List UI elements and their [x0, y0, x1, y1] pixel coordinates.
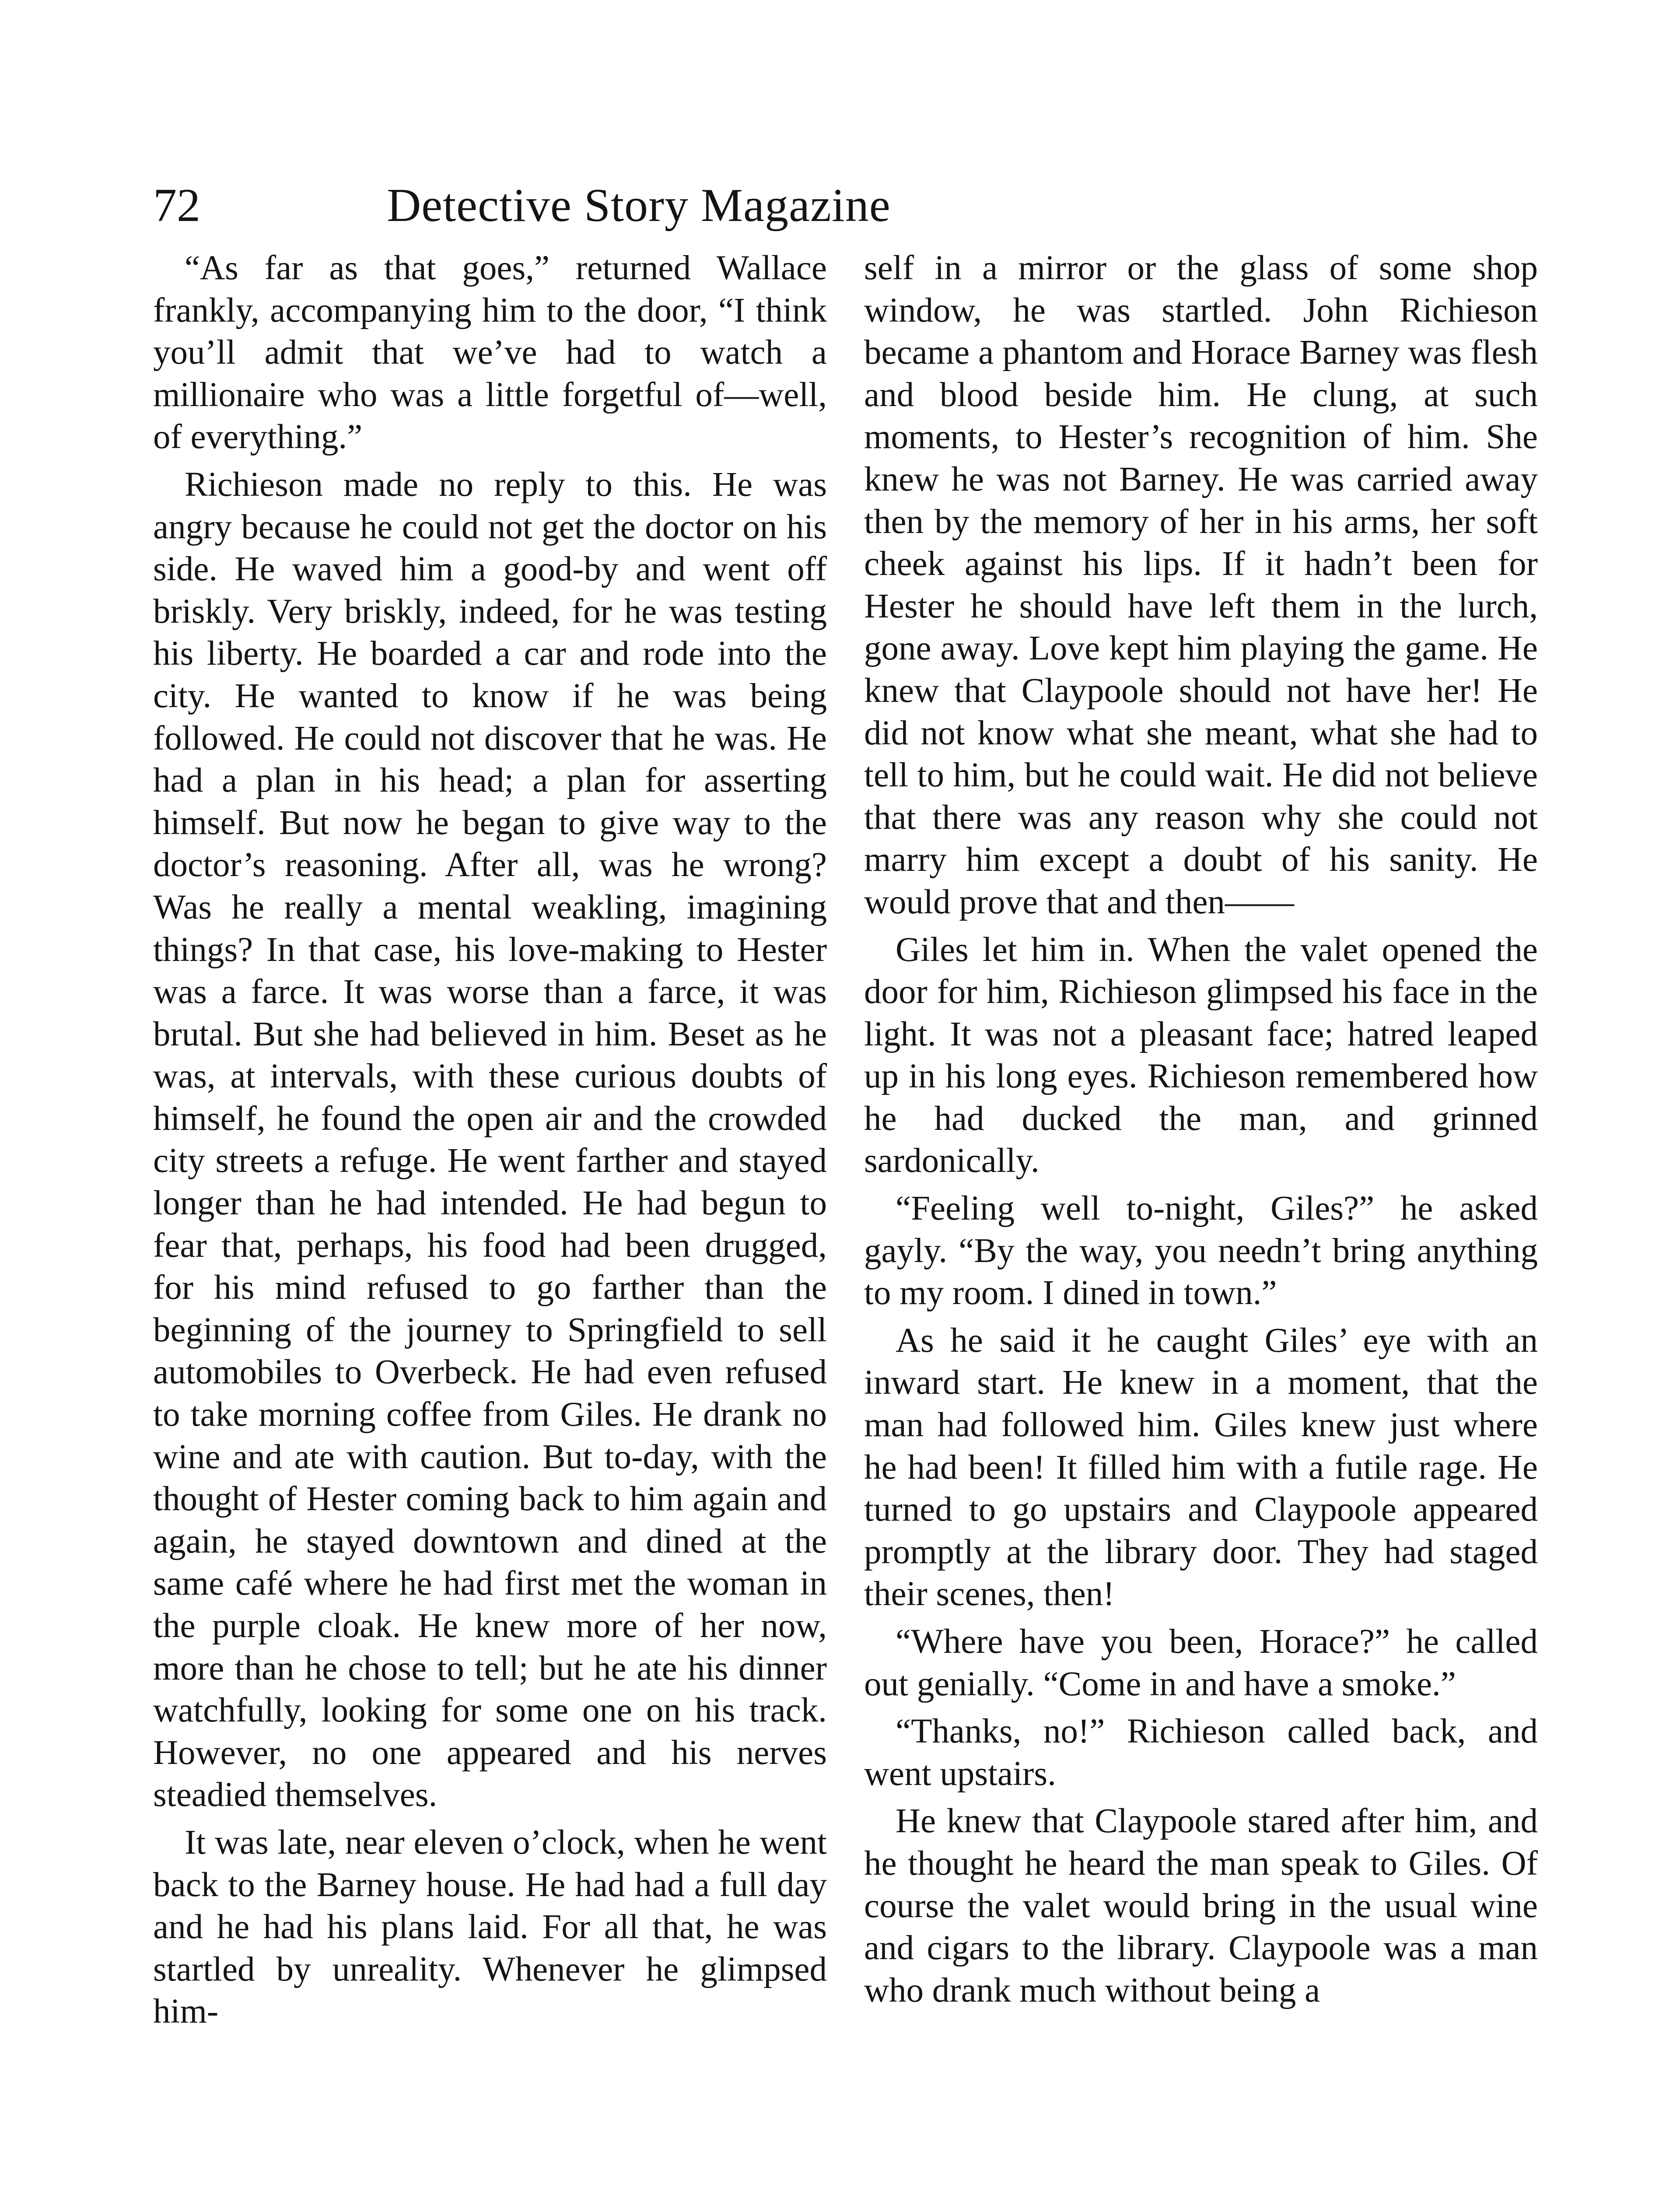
page-header — [153, 173, 1124, 238]
paragraph: Giles let him in. When the valet opened the door for him, Richieson glimpsed his face in the light. It was not a pleasant face; hatred leaped up in his long eyes. Richieson remembered how he had ducked the man, and grinned sardonically. — [864, 930, 1538, 1180]
paragraph: “Feeling well to-night, Giles?” he asked gayly. “By the way, you needn’t bring anything to my room. I dined in town.” — [864, 1189, 1538, 1312]
paragraph: “Thanks, no!” Richieson called back, and went upstairs. — [864, 1712, 1538, 1793]
left-column — [153, 247, 827, 2038]
paragraph: “As far as that goes,” returned Wallace frankly, accompanying him to the door, “I think you’ll admit that we’ve had to watch a millionaire who was a little forgetful of—well, of everything.” — [153, 249, 827, 456]
running-title: Detective Story Magazine — [387, 179, 891, 231]
right-column — [864, 247, 1538, 2017]
paragraph: He knew that Claypoole stared after him, and he thought he heard the man speak to Giles. Of course the valet would bring in the usual wine and cigars to the library. Claypoole was a man who drank much without being a — [864, 1802, 1538, 2009]
paragraph: It was late, near eleven o’clock, when he went back to the Barney house. He had had a full day and he had his plans laid. For all that, he was startled by unreality. Whenever he glimpsed him- — [153, 1823, 827, 2031]
paragraph: As he said it he caught Giles’ eye with an inward start. He knew in a moment, that the man had followed him. Giles knew just where he had been! It filled him with a futile rage. He turned to go upstairs and Claypoole appeared promptly at the library door. They had staged their scenes, then! — [864, 1321, 1538, 1613]
page-number: 72 — [153, 179, 200, 231]
paragraph: “Where have you been, Horace?” he called out genially. “Come in and have a smoke.” — [864, 1623, 1538, 1703]
paragraph: Richieson made no reply to this. He was angry because he could not get the doctor on his side. He waved him a good-by and went off briskly. Very briskly, indeed, for he was testing his liberty. He boarded a car and rode into the city. He wanted to know if he was being followed. He could not discover that he was. He had a plan in his head; a plan for asserting himself. But now he began to give way to the doctor’s reasoning. After all, was he wrong? Was he really a mental weakling, imagining things? In that case, his love-making to Hester was a farce. It was worse than a farce, it was brutal. But she had believed in him. Beset as he was, at intervals, with these curious doubts of himself, he found the open air and the crowded city streets a refuge. He went farther and stayed longer than he had intended. He had begun to fear that, perhaps, his food had been drugged, for his mind refused to go farther than the beginning of the journey to Springfield to sell automobiles to Overbeck. He had even refused to take morning coffee from Giles. He drank no wine and ate with caution. But to-day, with the thought of Hester coming back to him again and again, he stayed downtown and dined at the same café where he had first met the woman in the purple cloak. He knew more of her now, more than he chose to tell; but he ate his dinner watchfully, looking for some one on his track. However, no one appeared and his nerves steadied themselves. — [153, 465, 827, 1814]
paragraph-continued: self in a mirror or the glass of some shop window, he was startled. John Richieson became a phantom and Horace Barney was flesh and blood beside him. He clung, at such moments, to Hester’s recognition of him. She knew he was not Barney. He was carried away then by the memory of her in his arms, her soft cheek against his lips. If it hadn’t been for Hester he should have left them in the lurch, gone away. Love kept him playing the game. He knew that Claypoole should not have her! He did not know what she meant, what she had to tell to him, but he could wait. He did not believe that there was any reason why she could not marry him except a doubt of his sanity. He would prove that and then—— — [864, 249, 1538, 921]
